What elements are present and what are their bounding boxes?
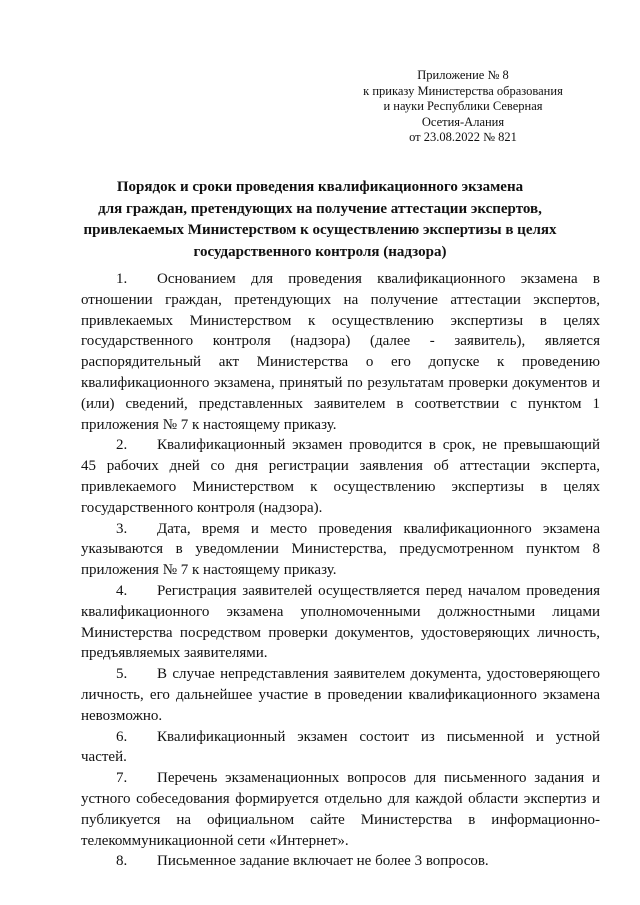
title-line: государственного контроля (надзора) [193, 243, 447, 260]
paragraph-number: 8. [116, 853, 128, 870]
annex-header [348, 68, 578, 146]
paragraph-4 [81, 581, 600, 664]
paragraph-2 [81, 435, 600, 518]
paragraph-text: Основанием для проведения квалификационного экзамена в отношении граждан, претендующих на получение аттестации экспертов, привлекаемых Министерством к осуществлению экспертизы в целях государственного контроля (надзора) (далее - заявитель), является распорядительный акт Министерства о его допуске к проведению квалификационного экзамена, принятый по результатам проверки документов и (или) сведений, представленных заявителем в соответствии с пунктом 1 приложения № 7 к настоящему приказу. [81, 271, 600, 433]
paragraph-number: 1. [116, 271, 128, 287]
paragraph-number: 5. [116, 666, 128, 683]
paragraph-number: 6. [116, 728, 128, 745]
document-body [81, 269, 600, 872]
paragraph-text: Письменное задание включает не более 3 вопросов. [157, 853, 489, 870]
annex-order-ref: к приказу Министерства образования [363, 83, 563, 98]
paragraph-text: Перечень экзаменационных вопросов для письменного задания и устного собеседования формируется отдельно для каждой области экспертиз и публикуется на официальном сайте Министерства в информационно-телекоммуникационной сети «Интернет». [81, 770, 600, 849]
paragraph-number: 7. [116, 770, 128, 787]
title-line: Порядок и сроки проведения квалификационного экзамена [116, 179, 524, 195]
paragraph-1 [81, 269, 600, 435]
paragraph-7 [81, 768, 600, 851]
paragraph-text: Квалификационный экзамен состоит из письменной и устной частей. [81, 728, 600, 766]
title-line: для граждан, претендующих на получение аттестации экспертов, [98, 200, 542, 217]
paragraph-text: Регистрация заявителей осуществляется перед началом проведения квалификационного экзамена уполномоченными должностными лицами Министерства посредством проверки документов, удостоверяющих личность, предъявляемых заявителями. [81, 582, 600, 662]
title-line: привлекаемых Министерством к осуществлению экспертизы в целях [83, 222, 557, 238]
paragraph-number: 2. [116, 437, 128, 454]
paragraph-text: Квалификационный экзамен проводится в срок, не превышающий 45 рабочих дней со дня регистрации заявления об аттестации эксперта, привлекаемого Министерством к осуществлению экспертизы в целях государственного контроля (надзора). [81, 437, 600, 516]
document-title [60, 177, 580, 263]
paragraph-3 [81, 519, 600, 581]
paragraph-8 [81, 851, 600, 872]
paragraph-text: Дата, время и место проведения квалификационного экзамена указываются в уведомлении Министерства, предусмотренном пунктом 8 приложения № 7 к настоящему приказу. [81, 520, 600, 579]
annex-number: Приложение № 8 [417, 68, 509, 82]
paragraph-text: В случае непредставления заявителем документа, удостоверяющего личность, его дальнейшее участие в проведении квалификационного экзамена невозможно. [81, 666, 600, 724]
annex-ministry: и науки Республики Северная [383, 99, 543, 113]
annex-region: Осетия-Алания [421, 114, 505, 129]
paragraph-6 [81, 727, 600, 769]
annex-date: от 23.08.2022 № 821 [409, 130, 517, 144]
paragraph-number: 3. [116, 520, 128, 537]
paragraph-5 [81, 664, 600, 726]
paragraph-number: 4. [116, 582, 128, 599]
